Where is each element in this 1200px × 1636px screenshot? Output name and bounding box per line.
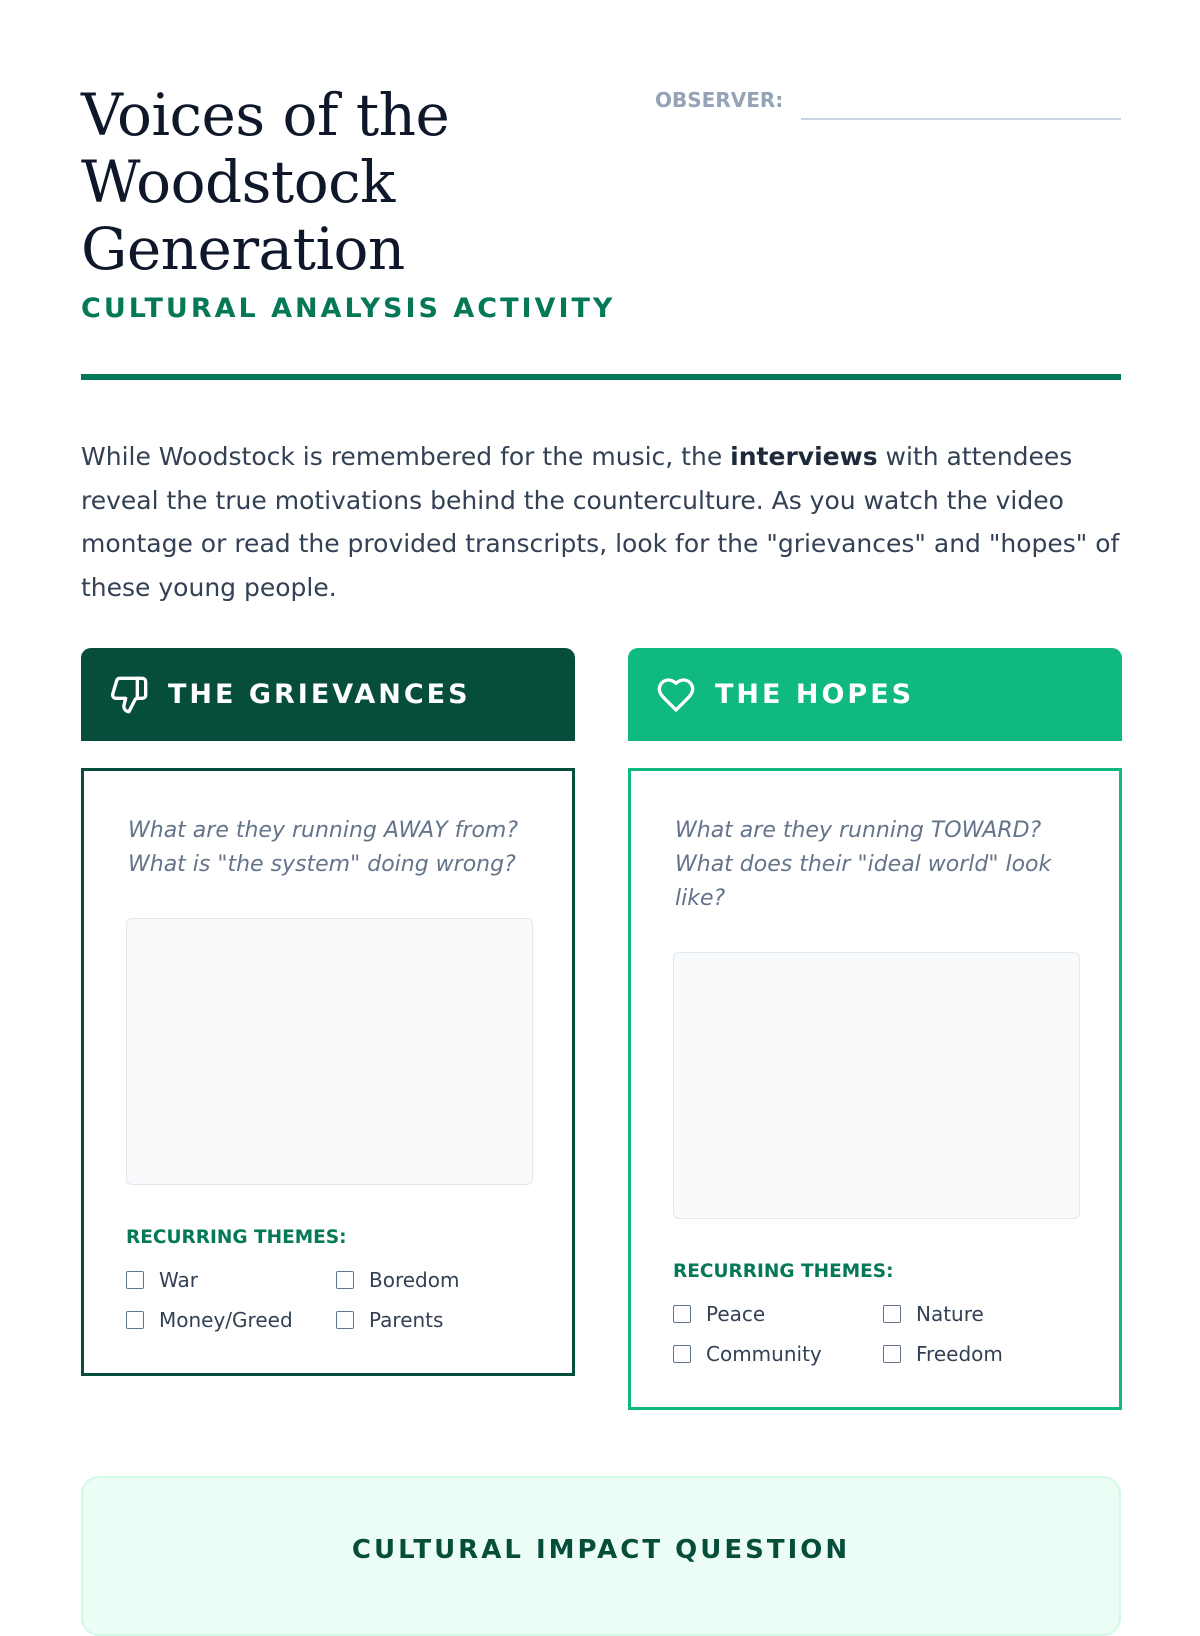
checkbox[interactable] (126, 1311, 144, 1329)
checkbox[interactable] (673, 1345, 691, 1363)
heart-icon (655, 674, 697, 716)
grievances-prompt: What are they running AWAY from? What is "the system" doing wrong? (128, 818, 519, 877)
hopes-answer-area[interactable] (673, 952, 1080, 1219)
theme-option-boredom[interactable] (336, 1268, 459, 1292)
grievances-title: THE GRIEVANCES (168, 679, 471, 710)
hopes-title: THE HOPES (715, 679, 915, 710)
page-title: Voices of the Woodstock Generation (81, 81, 450, 283)
theme-option-war[interactable] (126, 1268, 198, 1292)
grievances-answer-area[interactable] (126, 918, 533, 1185)
theme-option-money-greed[interactable] (126, 1308, 293, 1332)
hopes-header (628, 648, 1122, 741)
checkbox[interactable] (883, 1345, 901, 1363)
intro-paragraph (81, 435, 1131, 609)
thumbs-down-icon (108, 674, 150, 716)
intro-text-end: with attendees reveal the true motivations behind the counterculture. As you watch the video montage or read the provided transcripts, look for the "grievances" and "hopes" of these young people. (81, 442, 1120, 602)
theme-option-nature[interactable] (883, 1302, 984, 1326)
hopes-prompt: What are they running TOWARD? What does their "ideal world" look like? (675, 818, 1052, 911)
theme-label: War (159, 1268, 198, 1292)
grievances-header (81, 648, 575, 741)
cultural-impact-title: CULTURAL IMPACT QUESTION (351, 1535, 851, 1565)
theme-option-parents[interactable] (336, 1308, 443, 1332)
checkbox[interactable] (673, 1305, 691, 1323)
hopes-panel (628, 768, 1122, 1410)
observer-input-line[interactable] (801, 118, 1121, 120)
checkbox[interactable] (126, 1271, 144, 1289)
theme-label: Nature (916, 1302, 984, 1326)
theme-label: Peace (706, 1302, 766, 1326)
hopes-themes-label: RECURRING THEMES: (673, 1261, 894, 1282)
intro-emphasis: interviews (730, 442, 878, 471)
theme-label: Boredom (369, 1268, 460, 1292)
header-divider (81, 374, 1121, 380)
theme-label: Community (706, 1342, 822, 1366)
checkbox[interactable] (336, 1311, 354, 1329)
grievances-panel (81, 768, 575, 1376)
checkbox[interactable] (336, 1271, 354, 1289)
grievances-themes-label: RECURRING THEMES: (126, 1227, 347, 1248)
page-subtitle: CULTURAL ANALYSIS ACTIVITY (81, 293, 616, 324)
theme-option-peace[interactable] (673, 1302, 765, 1326)
theme-label: Freedom (916, 1342, 1003, 1366)
theme-label: Parents (369, 1308, 444, 1332)
theme-label: Money/Greed (159, 1308, 293, 1332)
observer-label: OBSERVER: (655, 88, 784, 112)
cultural-impact-card (81, 1476, 1121, 1636)
theme-option-community[interactable] (673, 1342, 822, 1366)
intro-text-start: While Woodstock is remembered for the music, the (81, 442, 731, 471)
theme-option-freedom[interactable] (883, 1342, 1003, 1366)
checkbox[interactable] (883, 1305, 901, 1323)
